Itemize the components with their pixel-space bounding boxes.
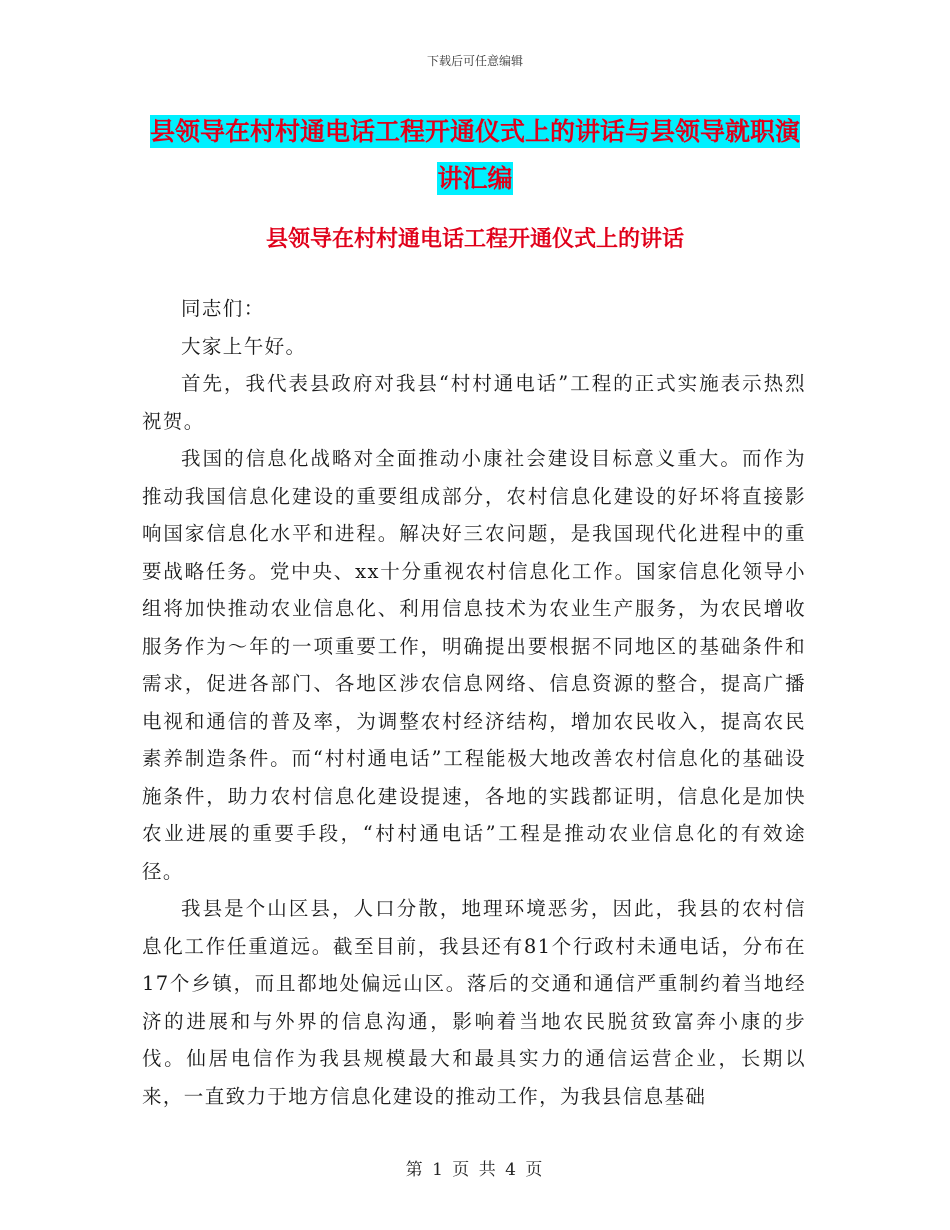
paragraph: 我县是个山区县，人口分散，地理环境恶劣，因此，我县的农村信息化工作任重道远。截至目前，我县还有81个行政村未通电话，分布在17个乡镇，而且都地处偏远山区。落后的交通和通信严重制约着当地经济的进展和与外界的信息沟通，影响着当地农民脱贫致富奔小康的步伐。仙居电信作为我县规模最大和最具实力的通信运营企业，长期以来，一直致力于地方信息化建设的推动工作，为我县信息基础 — [142, 897, 806, 1108]
header-note: 下载后可任意编辑 — [426, 54, 523, 68]
paragraph: 大家上午好。 — [181, 334, 307, 358]
paragraph: 同志们： — [181, 297, 265, 320]
body-text — [142, 290, 806, 1115]
paragraph: 我国的信息化战略对全面推动小康社会建设目标意义重大。而作为推动我国信息化建设的重要组成部分，农村信息化建设的好坏将直接影响国家信息化水平和进程。解决好三农问题，是我国现代化进程中的重要战略任务。党中央、xx十分重视农村信息化工作。国家信息化领导小组将加快推动农业信息化、利用信息技术为农业生产服务，为农民增收服务作为～年的一项重要工作，明确提出要根据不同地区的基础条件和需求，促进各部门、各地区涉农信息网络、信息资源的整合，提高广播电视和通信的普及率，为调整农村经济结构，增加农民收入，提高农民素养制造条件。而“村村通电话”工程能极大地改善农村信息化的基础设施条件，助力农村信息化建设提速，各地的实践都证明，信息化是加快农业进展的重要手段，“村村通电话”工程是推动农业信息化的有效途径。 — [142, 447, 806, 883]
paragraph: 首先，我代表县政府对我县“村村通电话”工程的正式实施表示热烈祝贺。 — [142, 372, 806, 433]
page-footer: 第 1 页 共 4 页 — [405, 1160, 545, 1180]
document-title-text: 县领导在村村通电话工程开通仪式上的讲话与县领导就职演讲汇编 — [149, 117, 800, 193]
document-title — [140, 108, 810, 202]
section-title: 县领导在村村通电话工程开通仪式上的讲话 — [265, 227, 684, 252]
